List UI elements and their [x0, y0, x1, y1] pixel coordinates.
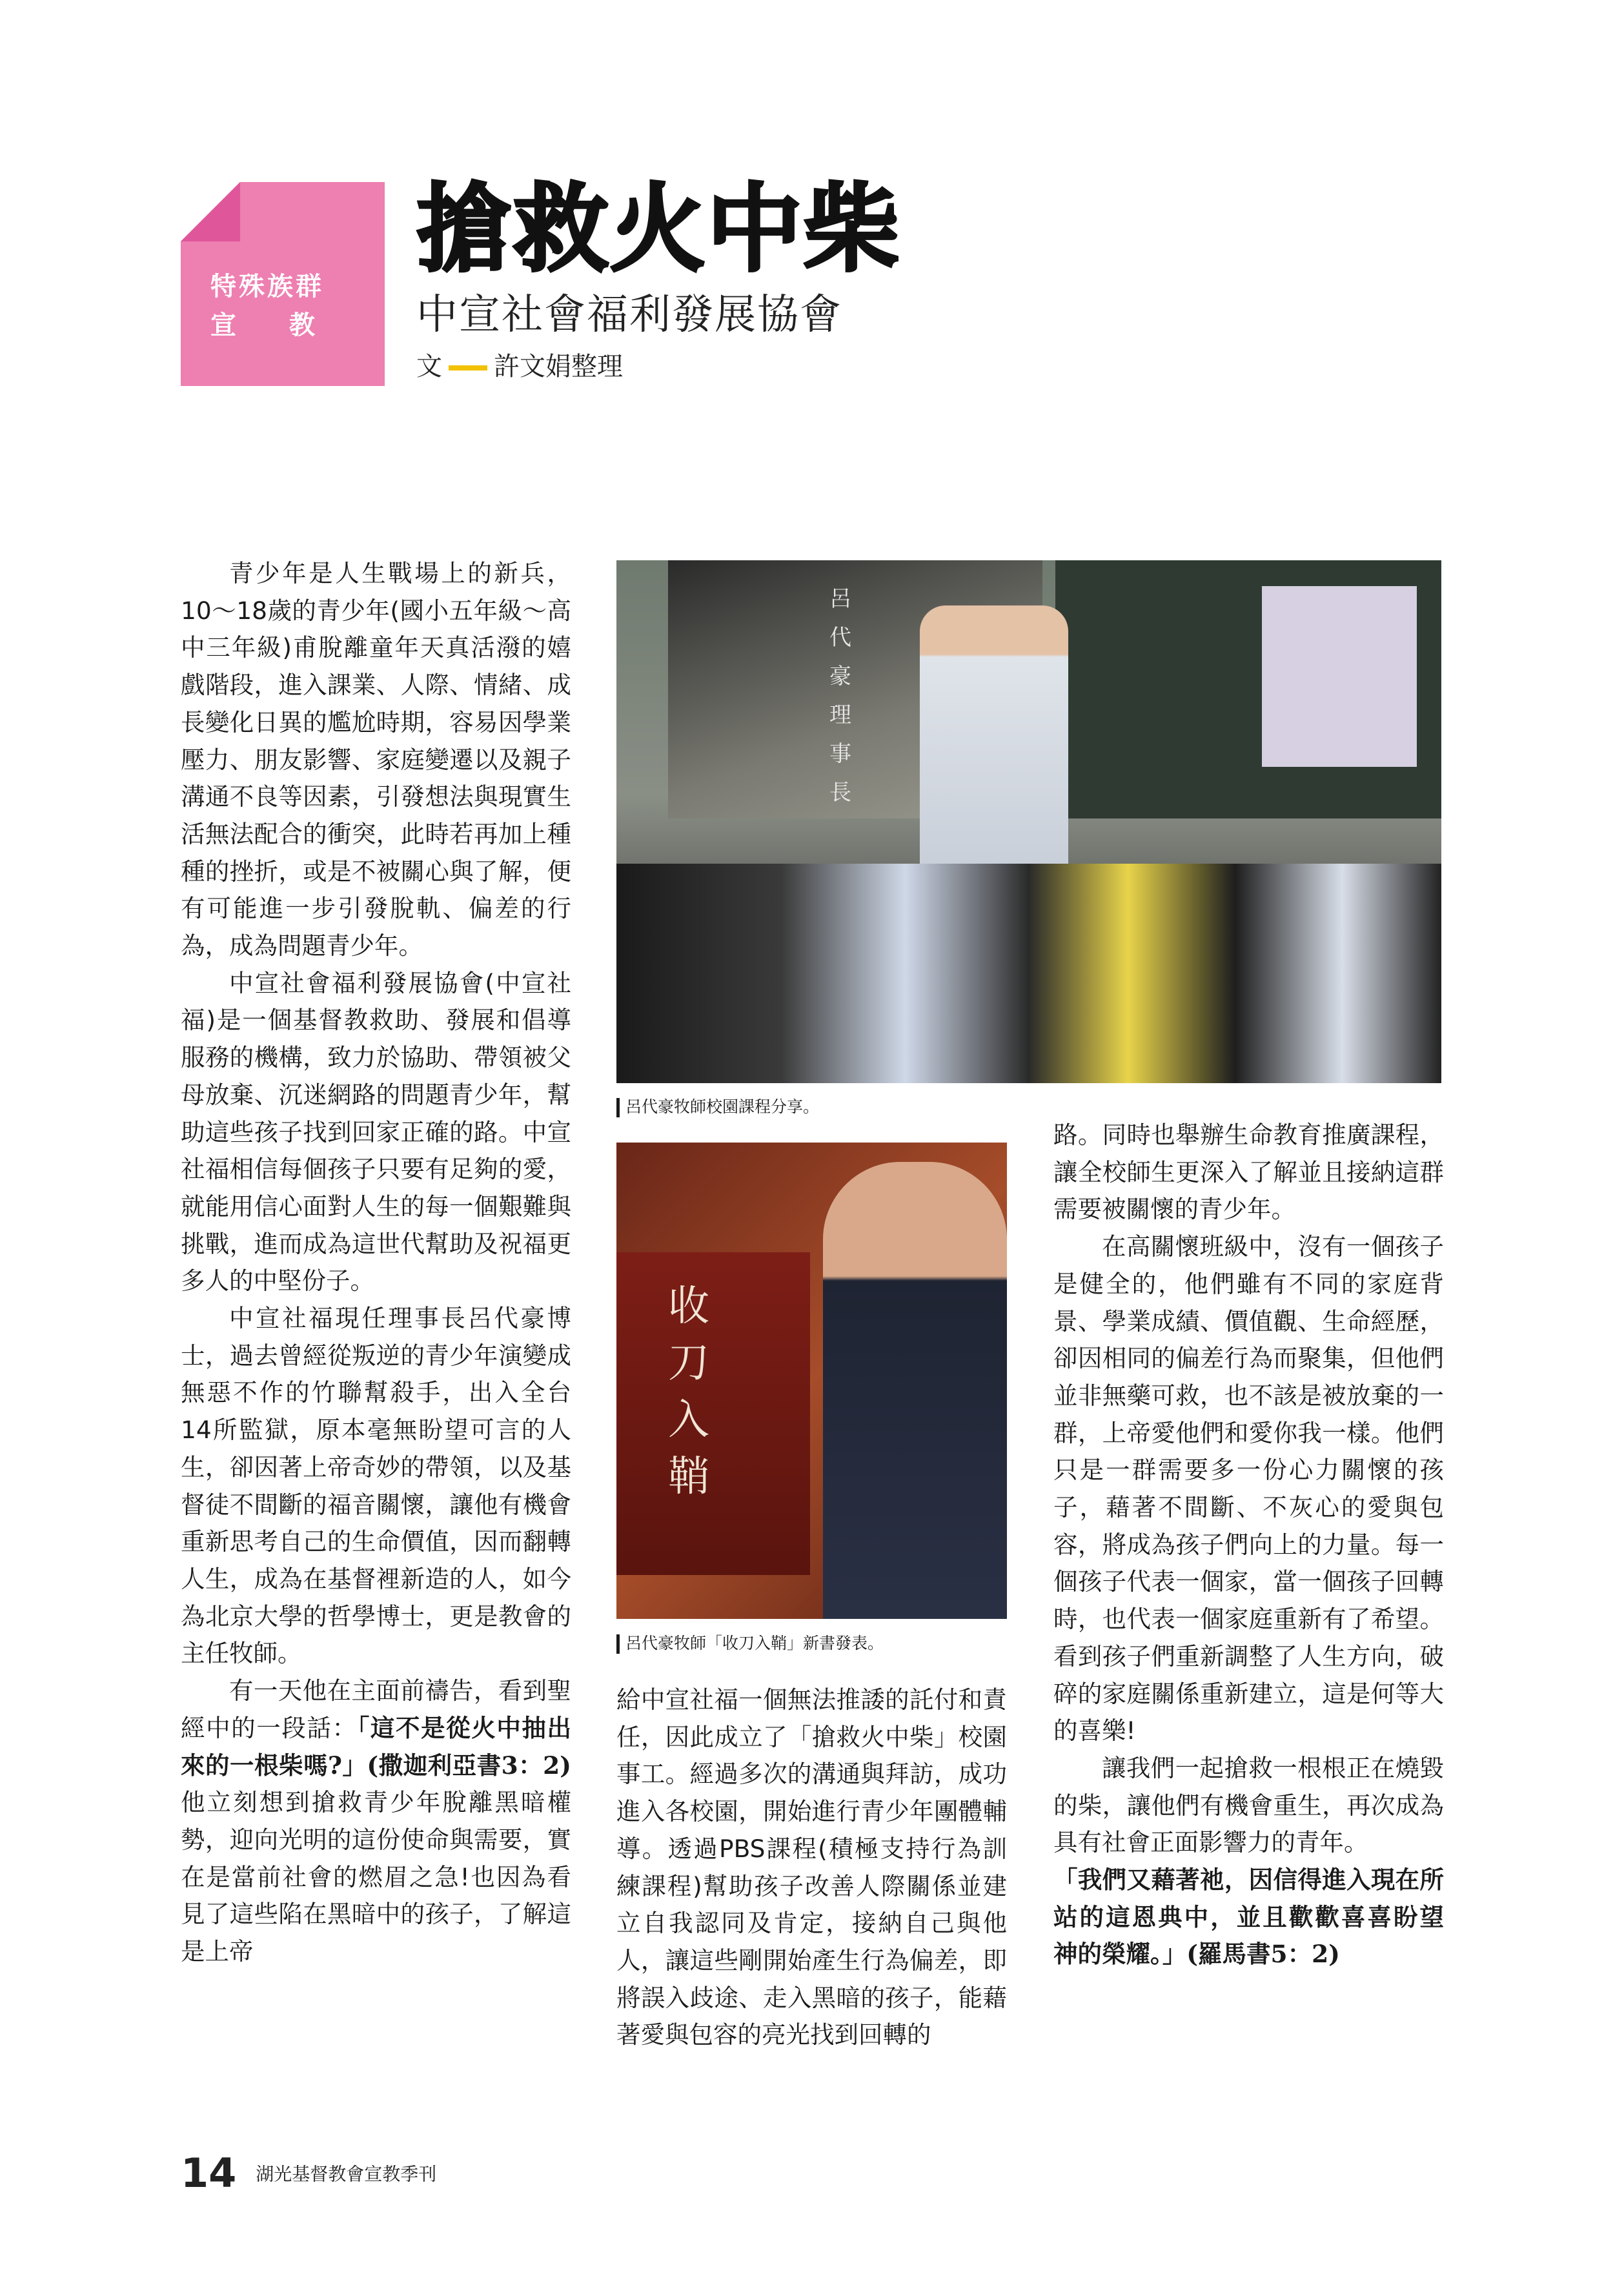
wall-poster [1262, 586, 1417, 767]
column-3 [1053, 1117, 1444, 1973]
pastor-figure [823, 1162, 1007, 1619]
book-poster [616, 1252, 810, 1575]
paragraph: 中宣社福現任理事長呂代豪博士，過去曾經從叛逆的青少年演變成無惡不作的竹聯幫殺手，出入全台14所監獄，原本毫無盼望可言的人生，卻因著上帝奇妙的帶領，以及基督徒不間斷的福音關懷，讓他有機會重新思考自己的生命價值，因而翻轉人生，成為在基督裡新造的人，如今為北京大學的哲學博士，更是教會的主任牧師。 [181, 1304, 571, 1668]
section-tag [181, 182, 385, 386]
students-figure [616, 864, 1441, 1083]
paragraph-text: 他立刻想到搶救青少年脫離黑暗權勢，迎向光明的這份使命與需要，實在是當前社會的燃眉之急!也因為看見了這些陷在黑暗中的孩子，了解這是上帝 [181, 1788, 571, 1966]
paragraph-text: 有一天他在主面前禱告，看到聖經中的一段話： [181, 1676, 571, 1742]
paragraph: 路。同時也舉辦生命教育推廣課程，讓全校師生更深入了解並且接納這群需要被關懷的青少年。 [1053, 1121, 1444, 1224]
paragraph: 給中宣社福一個無法推諉的託付和責任，因此成立了「搶救火中柴」校園事工。經過多次的溝通與拜訪，成功進入各校園，開始進行青少年團體輔導。透過PBS課程(積極支持行為訓練課程)幫助孩子改善人際關係並建立自我認同及肯定，接納自己與他人，讓這些剛開始產生行為偏差，即將誤入歧途、走入黑暗的孩子，能藉著愛與包容的亮光找到回轉的 [616, 1685, 1007, 2049]
byline-dash [449, 365, 487, 371]
screen-text: 呂代豪理事長 [829, 586, 851, 806]
publication-name: 湖光基督教會宣教季刊 [256, 2163, 437, 2185]
section-tag-line2: 宣 教 [210, 310, 318, 340]
page-footer [181, 2150, 436, 2195]
scripture-quote: 「我們又藉著祂，因信得進入現在所站的這恩典中，並且歡歡喜喜盼望 神的榮耀。」(羅馬書5：2) [1053, 1865, 1444, 1969]
tag-fold-shadow [181, 182, 240, 241]
photo-book-launch [616, 1143, 1007, 1619]
column-2 [616, 1682, 1007, 2054]
photo-caption: 呂代豪牧師「收刀入鞘」新書發表。 [616, 1632, 884, 1655]
speaker-figure [920, 605, 1068, 877]
book-title: 收刀入鞘 [668, 1283, 709, 1501]
column-1 [181, 555, 571, 1971]
paragraph [181, 1672, 571, 1971]
byline [416, 349, 623, 385]
photo-classroom-lecture [616, 560, 1441, 1083]
paragraph: 在高關懷班級中，沒有一個孩子是健全的，他們雖有不同的家庭背景、學業成績、價值觀、生命經歷，卻因相同的偏差行為而聚集，但他們並非無藥可救，也不該是被放棄的一群，上帝愛他們和愛你我一樣。他們只是一群需要多一份心力關懷的孩子，藉著不間斷、不灰心的愛與包容，將成為孩子們向上的力量。每一個孩子代表一個家，當一個孩子回轉時，也代表一個家庭重新有了希望。看到孩子們重新調整了人生方向，破碎的家庭關係重新建立，這是何等大的喜樂! [1053, 1232, 1444, 1745]
article-subtitle: 中宣社會福利發展協會 [416, 291, 842, 339]
paragraph: 中宣社會福利發展協會(中宣社福)是一個基督教救助、發展和倡導服務的機構，致力於協助、帶領被父母放棄、沉迷網路的問題青少年，幫助這些孩子找到回家正確的路。中宣社福相信每個孩子只要有足夠的愛，就能用信心面對人生的每一個艱難與挑戰，進而成為這世代幫助及祝福更多人的中堅份子。 [181, 968, 571, 1296]
page-number: 14 [181, 2150, 237, 2197]
section-tag-line1: 特殊族群 [210, 272, 324, 301]
paragraph: 讓我們一起搶救一根根正在燒毀的柴，讓他們有機會重生，再次成為具有社會正面影響力的青年。 [1053, 1753, 1444, 1857]
photo-caption: 呂代豪牧師校園課程分享。 [616, 1095, 819, 1119]
article-title: 搶救火中柴 [416, 174, 900, 285]
paragraph: 青少年是人生戰場上的新兵，10～18歲的青少年(國小五年級～高中三年級)甫脫離童年天真活潑的嬉戲階段，進入課業、人際、情緒、成長變化日異的尷尬時期，容易因學業壓力、朋友影響、家庭變遷以及親子溝通不良等因素，引發想法與現實生活無法配合的衝突，此時若再加上種種的挫折，或是不被關心與了解，便有可能進一步引發脫軌、偏差的行為，成為問題青少年。 [181, 559, 571, 961]
scripture-quote: 「這不是從火中抽出來的一根柴嗎?」(撒迦利亞書3：2) [181, 1713, 572, 1780]
byline-author: 許文娟整理 [494, 352, 623, 381]
byline-prefix: 文 [416, 352, 442, 381]
